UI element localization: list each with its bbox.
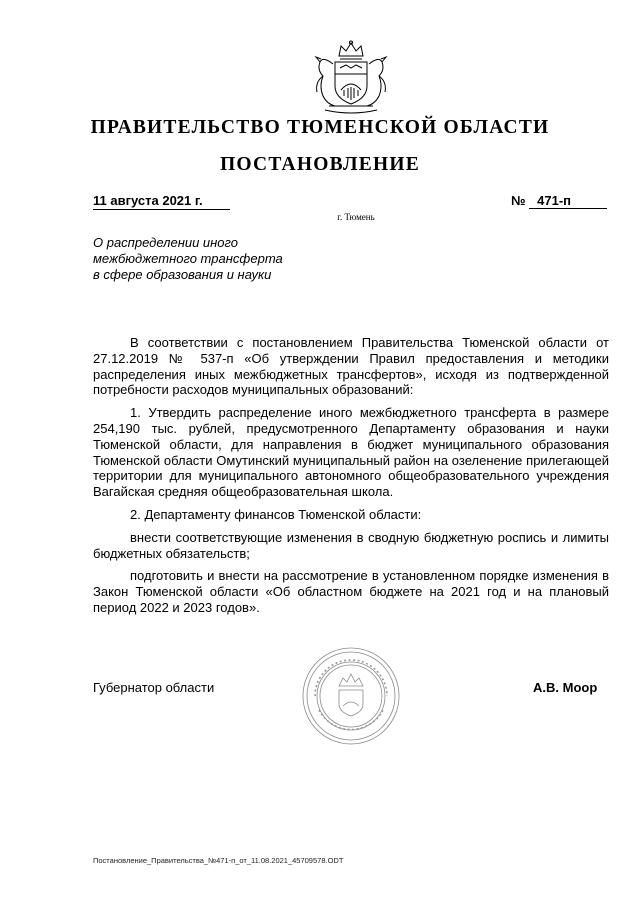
official-seal-icon xyxy=(301,646,401,746)
body-paragraph-item-2b: подготовить и внести на рассмотрение в установленном порядке изменения в Закон Тюменской области «Об областном бюджете на 2021 год и на плановый период 2022 и 2023 годов». xyxy=(93,568,609,615)
signer-name: А.В. Моор xyxy=(533,680,598,695)
subject-line: межбюджетного трансферта xyxy=(93,251,283,266)
document-city: г. Тюмень xyxy=(337,212,375,222)
coat-of-arms-icon xyxy=(293,40,409,120)
body-paragraph-item-2a: внести соответствующие изменения в сводную бюджетную роспись и лимиты бюджетных обязательств; xyxy=(93,529,609,561)
body-paragraph-item-2: 2. Департаменту финансов Тюменской области: xyxy=(130,506,422,522)
document-number-block xyxy=(511,193,607,209)
document-body xyxy=(93,335,609,623)
subject-line: О распределении иного xyxy=(93,235,239,250)
document-number: 471-п xyxy=(529,193,607,209)
document-number-prefix: № xyxy=(511,193,526,208)
document-date: 11 августа 2021 г. xyxy=(93,193,230,210)
document-subject xyxy=(93,235,333,283)
footer-filename: Постановление_Правительства_№471-п_от_11.08.2021_45709578.ODT xyxy=(93,856,344,865)
signer-position: Губернатор области xyxy=(93,680,215,695)
body-paragraph-intro: В соответствии с постановлением Правительства Тюменской области от 27.12.2019 № 537-п «Об утверждении Правил предоставления и методики распределения иных межбюджетных трансфертов», исходя из подтвержденной потребности расходов муниципальных образований: xyxy=(93,335,609,398)
organization-title: ПРАВИТЕЛЬСТВО ТЮМЕНСКОЙ ОБЛАСТИ xyxy=(90,117,550,138)
subject-line: в сфере образования и науки xyxy=(93,267,272,282)
body-paragraph-item-1: 1. Утвердить распределение иного межбюджетного трансферта в размере 254,190 тыс. рублей, предусмотренного Департаменту образования и науки Тюменской области, для направления в бюджет муниципального образования Тюменской области Омутинский муниципальный район на озеленение прилегающей территории для муниципального автономного общеобразовательного учреждения Вагайская средняя общеобразовательная школа. xyxy=(93,405,609,500)
document-type-title: ПОСТАНОВЛЕНИЕ xyxy=(220,154,420,175)
